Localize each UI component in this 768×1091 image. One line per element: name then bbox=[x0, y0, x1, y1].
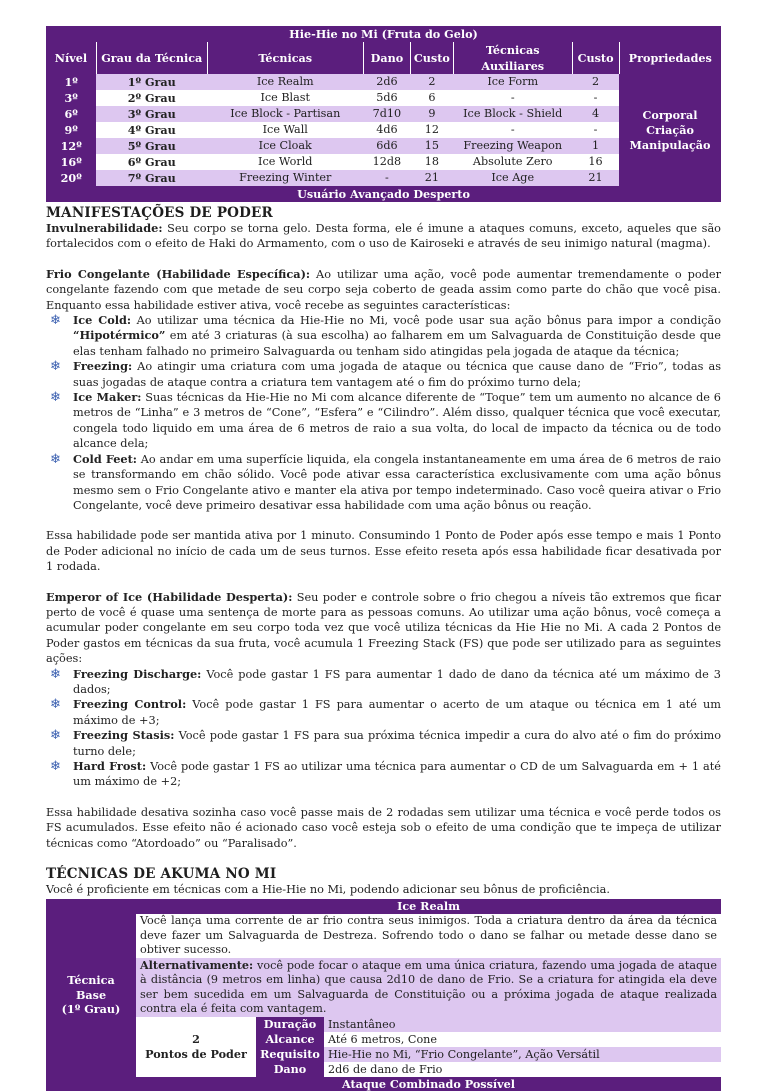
paragraph-invulnerability bbox=[46, 221, 721, 252]
cell-dano: 5d6 bbox=[363, 90, 410, 106]
cell-grau: 7º Grau bbox=[96, 170, 207, 186]
cell-aux-custo: 4 bbox=[572, 106, 619, 122]
emperor-text: Seu poder e controle sobre o frio chegou a níveis tão extremos que ficar perto de você é quase uma sentença de morte para as pessoas comuns. Ao utilizar uma ação bônus, você começa a acumular poder congelante em seu corpo toda vez que você utiliza técnicas da Hie Hie no Mi. A cada 2 Pontos de Poder gastos em técnicas da sua fruta, você acumula 1 Freezing Stack (FS) que pode ser utilizado para as seguintes ações: bbox=[46, 590, 722, 666]
list-item bbox=[46, 390, 721, 452]
frio-text: Ao utilizar uma ação, você pode aumentar tremendamente o poder congelante fazendo com que metade de seu corpo seja coberto de geada assim como parte do chão que você pisa. Enquanto essa habilidade estiver ativa, você recebe as seguintes características: bbox=[46, 267, 721, 312]
paragraph-emperor-after: Essa habilidade desativa sozinha caso você passe mais de 2 rodadas sem utilizar uma técnica e você perde todos os FS acumulados. Esse efeito não é acionado caso você esteja sob o efeito de uma condição que te impeça de utilizar técnicas como “Atordoado” ou “Paralisado”. bbox=[46, 805, 721, 850]
col-grau: Grau da Técnica bbox=[96, 42, 207, 74]
snowflake-icon: ❄ bbox=[50, 697, 61, 713]
alt-label: Alternativamente: bbox=[140, 957, 254, 972]
item-label: Cold Feet: bbox=[73, 451, 137, 466]
prop-label-dano: Dano bbox=[256, 1062, 324, 1077]
cell-custo: 21 bbox=[410, 170, 453, 186]
properties-cell bbox=[619, 74, 721, 186]
cell-aux-custo: - bbox=[572, 122, 619, 138]
cell-grau: 3º Grau bbox=[96, 106, 207, 122]
item-label: Freezing Discharge: bbox=[73, 666, 202, 681]
cell-dano: 7d10 bbox=[363, 106, 410, 122]
item-text: Ao utilizar uma técnica da Hie-Hie no Mi, você pode usar sua ação bônus para impor a condição bbox=[131, 314, 721, 328]
cell-custo: 12 bbox=[410, 122, 453, 138]
cell-nivel: 6º bbox=[46, 106, 96, 122]
grade-line-2: Base bbox=[75, 987, 107, 1002]
technique-alternative bbox=[136, 958, 721, 1017]
snowflake-icon: ❄ bbox=[50, 359, 61, 375]
col-dano: Dano bbox=[363, 42, 410, 74]
cell-aux: - bbox=[453, 122, 572, 138]
fruit-table-title: Hie-Hie no Mi (Fruta do Gelo) bbox=[46, 26, 721, 42]
snowflake-icon: ❄ bbox=[50, 728, 61, 744]
section-heading-techniques: TÉCNICAS DE AKUMA NO MI bbox=[46, 866, 277, 883]
fruit-table-footer: Usuário Avançado Desperto bbox=[46, 186, 721, 202]
grade-line-3: (1º Grau) bbox=[61, 1002, 121, 1017]
cell-aux-custo: 2 bbox=[572, 74, 619, 90]
item-text: Ao andar em uma superfície liquida, ela congela instantaneamente em uma área de 6 metros de raio se transformando em chão sólido. Você pode ativar essa característica exclusivamente com uma ação bônus mesmo sem o Frio Congelante ativo e manter ela ativa por tempo indeterminado. Caso você queira ativar o Frio Congelante, você deve primeiro desativar essa habilidade com uma ação bônus ou reação. bbox=[73, 452, 721, 512]
invuln-text: Seu corpo se torna gelo. Desta forma, ele é imune a ataques comuns, exceto, aqueles que são fortalecidos com o efeito de Haki do Armamento, com o uso de Kairoseki e através de seu inimigo natural (magma). bbox=[46, 222, 721, 251]
item-label: Hard Frost: bbox=[73, 759, 147, 773]
cell-grau: 5º Grau bbox=[96, 138, 207, 154]
cost-unit: Pontos de Poder bbox=[145, 1046, 247, 1061]
cell-tecnica: Ice Realm bbox=[207, 74, 363, 90]
section-heading-manifestations: MANIFESTAÇÕES DE PODER bbox=[46, 205, 273, 221]
paragraph-frio-after: Essa habilidade pode ser mantida ativa por 1 minuto. Consumindo 1 Ponto de Poder após esse tempo e mais 1 Ponto de Poder adicional no início de cada um de seus turnos. Esse efeito reseta após essa habilidade ficar desativada por 1 rodada. bbox=[46, 529, 721, 574]
prop-label-alcance: Alcance bbox=[256, 1032, 324, 1047]
item-text: Você pode gastar 1 FS para sua próxima técnica impedir a cura do alvo até o fim do próximo turno dele; bbox=[73, 729, 721, 758]
frio-label: Frio Congelante (Habilidade Específica): bbox=[46, 266, 311, 281]
item-text: Você pode gastar 1 FS para aumentar 1 dado de dano da técnica até um máximo de 3 dados; bbox=[73, 667, 721, 696]
technique-description: Você lança uma corrente de ar frio contra seus inimigos. Toda a criatura dentro da área da técnica deve fazer um Salvaguarda de Destreza. Sofrendo todo o dano se falhar ou metade desse dano se obtiver sucesso. bbox=[136, 914, 721, 958]
technique-footer: Ataque Combinado Possível bbox=[136, 1077, 721, 1091]
cell-aux: Ice Form bbox=[453, 74, 572, 90]
cell-custo: 2 bbox=[410, 74, 453, 90]
list-item bbox=[46, 728, 721, 759]
property-corporal: Corporal bbox=[642, 107, 698, 122]
prop-label-duracao: Duração bbox=[256, 1017, 324, 1032]
prop-value-requisito: Hie-Hie no Mi, “Frio Congelante”, Ação Versátil bbox=[324, 1047, 721, 1062]
cell-aux-custo: 21 bbox=[572, 170, 619, 186]
cell-aux: Ice Age bbox=[453, 170, 572, 186]
cell-custo: 6 bbox=[410, 90, 453, 106]
item-text: Ao atingir uma criatura com uma jogada de ataque ou técnica que cause dano de “Frio”, todas as suas jogadas de ataque contra a criatura tem vantagem até o fim do próximo turno dela; bbox=[73, 360, 721, 389]
cell-aux: Ice Block - Shield bbox=[453, 106, 572, 122]
prop-value-alcance: Até 6 metros, Cone bbox=[324, 1032, 721, 1047]
cell-dano: 6d6 bbox=[363, 138, 410, 154]
technique-title: Ice Realm bbox=[136, 899, 721, 914]
cell-tecnica: Ice Cloak bbox=[207, 138, 363, 154]
property-criacao: Criação bbox=[646, 122, 694, 137]
snowflake-icon: ❄ bbox=[50, 759, 61, 774]
cell-aux-custo: 16 bbox=[572, 154, 619, 170]
item-label: Ice Maker: bbox=[73, 390, 142, 405]
cell-nivel: 12º bbox=[46, 138, 96, 154]
cell-custo: 18 bbox=[410, 154, 453, 170]
snowflake-icon: ❄ bbox=[50, 451, 61, 467]
cell-dano: - bbox=[363, 170, 410, 186]
list-item bbox=[46, 313, 721, 359]
technique-table-ice-realm bbox=[46, 899, 721, 1091]
item-bold: “Hipotérmico” bbox=[73, 328, 166, 343]
cell-dano: 4d6 bbox=[363, 122, 410, 138]
cell-tecnica: Ice Blast bbox=[207, 90, 363, 106]
alt-text: você pode focar o ataque em uma única criatura, fazendo uma jogada de ataque à distância (9 metros em linha) que causa 2d10 de dano de Frio. Se a criatura for atingida ela deve ser bem sucedida em um Salvaguarda de Constituição ou a próxima jogada de ataque realizada contra ela é feita com vantagem. bbox=[140, 958, 717, 1016]
cell-aux: Absolute Zero bbox=[453, 154, 572, 170]
cell-tecnica: Ice World bbox=[207, 154, 363, 170]
cell-custo: 15 bbox=[410, 138, 453, 154]
property-manipulacao: Manipulação bbox=[629, 137, 711, 152]
item-label: Freezing Stasis: bbox=[73, 728, 175, 743]
cell-grau: 4º Grau bbox=[96, 122, 207, 138]
item-text: Suas técnicas da Hie-Hie no Mi com alcance diferente de “Toque” tem um aumento no alcance de 6 metros de “Linha” e 3 metros de “Cone”, “Esfera” e “Cilindro”. Além disso, qualquer técnica que você executar, congela todo liquido em uma área de 6 metros de raio a sua volta, do local de impacto da técnica ou de todo alcance dela; bbox=[73, 391, 721, 451]
prop-label-requisito: Requisito bbox=[256, 1047, 324, 1062]
item-text-post: em até 3 criaturas (à sua escolha) ao falharem em um Salvaguarda de Constituição desde que elas tenham falhado no primeiro Salvaguarda ou tenham sido atingidas pela jogada de ataque da técnica; bbox=[73, 329, 721, 358]
item-label: Ice Cold: bbox=[73, 313, 132, 328]
cell-nivel: 3º bbox=[46, 90, 96, 106]
cell-tecnica: Freezing Winter bbox=[207, 170, 363, 186]
table-row bbox=[46, 74, 721, 90]
snowflake-icon: ❄ bbox=[50, 313, 61, 329]
col-aux: Técnicas Auxiliares bbox=[453, 42, 572, 74]
fruit-table bbox=[46, 26, 721, 202]
cell-nivel: 16º bbox=[46, 154, 96, 170]
prop-value-dano: 2d6 de dano de Frio bbox=[324, 1062, 721, 1077]
cell-grau: 1º Grau bbox=[96, 74, 207, 90]
cell-grau: 2º Grau bbox=[96, 90, 207, 106]
item-label: Freezing Control: bbox=[73, 697, 187, 712]
item-text: Você pode gastar 1 FS para aumentar o acerto de um ataque ou técnica em 1 até um máximo de +3; bbox=[73, 698, 722, 727]
list-item bbox=[46, 759, 721, 790]
emperor-list bbox=[46, 667, 721, 790]
paragraph-emperor bbox=[46, 590, 721, 667]
cell-nivel: 9º bbox=[46, 122, 96, 138]
cell-nivel: 1º bbox=[46, 74, 96, 90]
col-tecnicas: Técnicas bbox=[207, 42, 363, 74]
col-aux-custo: Custo bbox=[572, 42, 619, 74]
page bbox=[46, 26, 721, 1091]
cell-aux-custo: 1 bbox=[572, 138, 619, 154]
list-item bbox=[46, 359, 721, 390]
cell-dano: 2d6 bbox=[363, 74, 410, 90]
technique-grade-cell bbox=[46, 899, 136, 1091]
cell-dano: 12d8 bbox=[363, 154, 410, 170]
list-item bbox=[46, 667, 721, 698]
cell-tecnica: Ice Block - Partisan bbox=[207, 106, 363, 122]
cell-aux: Freezing Weapon bbox=[453, 138, 572, 154]
snowflake-icon: ❄ bbox=[50, 390, 61, 406]
cell-tecnica: Ice Wall bbox=[207, 122, 363, 138]
item-label: Freezing: bbox=[73, 359, 133, 374]
emperor-label: Emperor of Ice (Habilidade Desperta): bbox=[46, 589, 293, 604]
cell-custo: 9 bbox=[410, 106, 453, 122]
snowflake-icon: ❄ bbox=[50, 666, 61, 682]
item-text: Você pode gastar 1 FS ao utilizar uma técnica para aumentar o CD de um Salvaguarda em + 1 até um máximo de +2; bbox=[73, 760, 721, 789]
cost-value: 2 bbox=[192, 1032, 200, 1047]
cell-grau: 6º Grau bbox=[96, 154, 207, 170]
cell-aux-custo: - bbox=[572, 90, 619, 106]
cell-aux: - bbox=[453, 90, 572, 106]
cell-nivel: 20º bbox=[46, 170, 96, 186]
col-propriedades: Propriedades bbox=[619, 42, 721, 74]
paragraph-frio bbox=[46, 267, 721, 313]
frio-list bbox=[46, 313, 721, 513]
col-nivel: Nível bbox=[46, 42, 96, 74]
technique-cost bbox=[136, 1017, 256, 1077]
prop-value-duracao: Instantâneo bbox=[324, 1017, 721, 1032]
grade-line-1: Técnica bbox=[67, 973, 115, 988]
col-custo: Custo bbox=[410, 42, 453, 74]
invuln-label: Invulnerabilidade: bbox=[46, 221, 163, 235]
list-item bbox=[46, 697, 721, 728]
list-item bbox=[46, 452, 721, 514]
techniques-intro: Você é proficiente em técnicas com a Hie-Hie no Mi, podendo adicionar seu bônus de proficiência. bbox=[46, 883, 611, 897]
